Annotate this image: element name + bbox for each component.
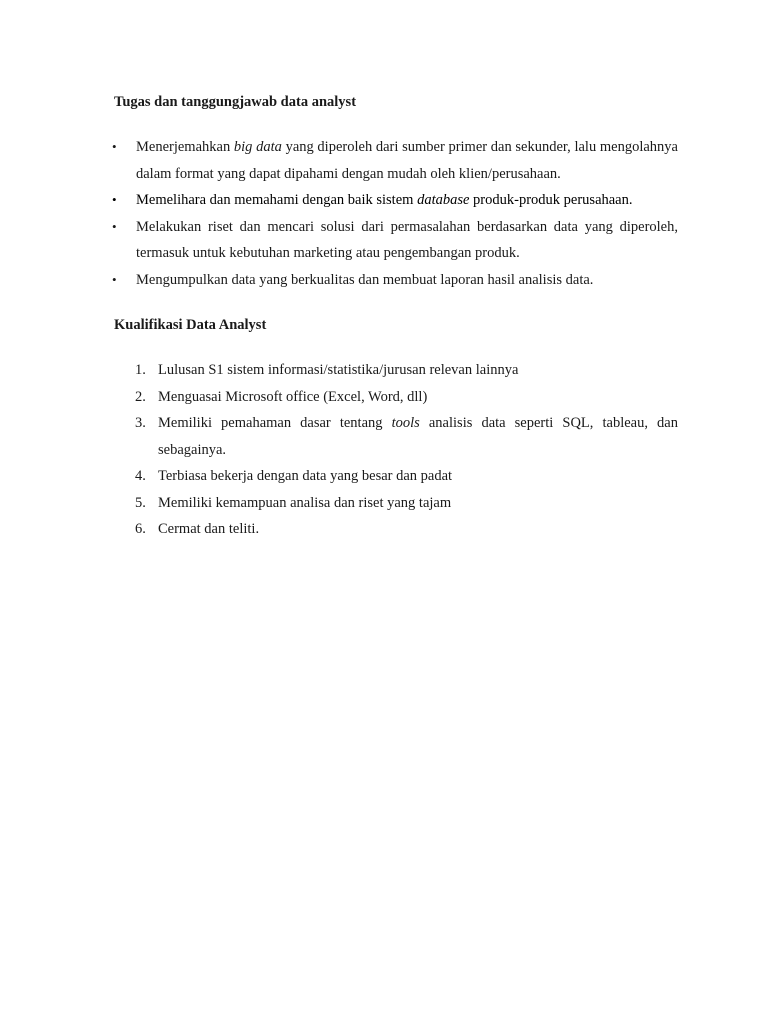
list-number: 1. [135,362,146,378]
list-item: 5. Memiliki kemampuan analisa dan riset yang tajam [130,490,678,517]
list-number: 5. [135,494,146,511]
section-heading-qualifications: Kualifikasi Data Analyst [114,317,267,333]
list-item: 2. Menguasai Microsoft office (Excel, Word, dll) [130,384,678,411]
list-item: 4. Terbiasa bekerja dengan data yang besar dan padat [130,463,678,490]
duties-list [112,134,678,293]
bullet-marker: • [112,271,117,287]
qualifications-list [130,357,678,543]
list-item: • Menerjemahkan big data yang diperoleh dari sumber primer dan sekunder, lalu mengolahnya dalam format yang dapat dipahami dengan mudah oleh klien/perusahaan. [112,134,678,187]
bullet-marker: • [112,139,117,154]
list-item: • Memelihara dan memahami dengan baik sistem database produk-produk perusahaan. [112,187,678,214]
list-item: • Melakukan riset dan mencari solusi dari permasalahan berdasarkan data yang diperoleh, termasuk untuk kebutuhan marketing atau pengembangan produk. [112,214,678,267]
list-item: 6. Cermat dan teliti. [130,516,678,543]
section-heading-duties: Tugas dan tanggungjawab data analyst [114,94,357,110]
list-number: 2. [135,388,146,405]
list-item: 1. Lulusan S1 sistem informasi/statistika/jurusan relevan lainnya [130,357,678,384]
bullet-marker: • [112,192,117,207]
list-number: 3. [135,415,146,431]
list-item: • Mengumpulkan data yang berkualitas dan membuat laporan hasil analisis data. [112,267,678,294]
list-number: 6. [135,521,146,537]
list-item: 3. Memiliki pemahaman dasar tentang tools analisis data seperti SQL, tableau, dan sebagainya. [130,410,678,463]
list-number: 4. [135,468,146,484]
bullet-marker: • [112,218,117,234]
